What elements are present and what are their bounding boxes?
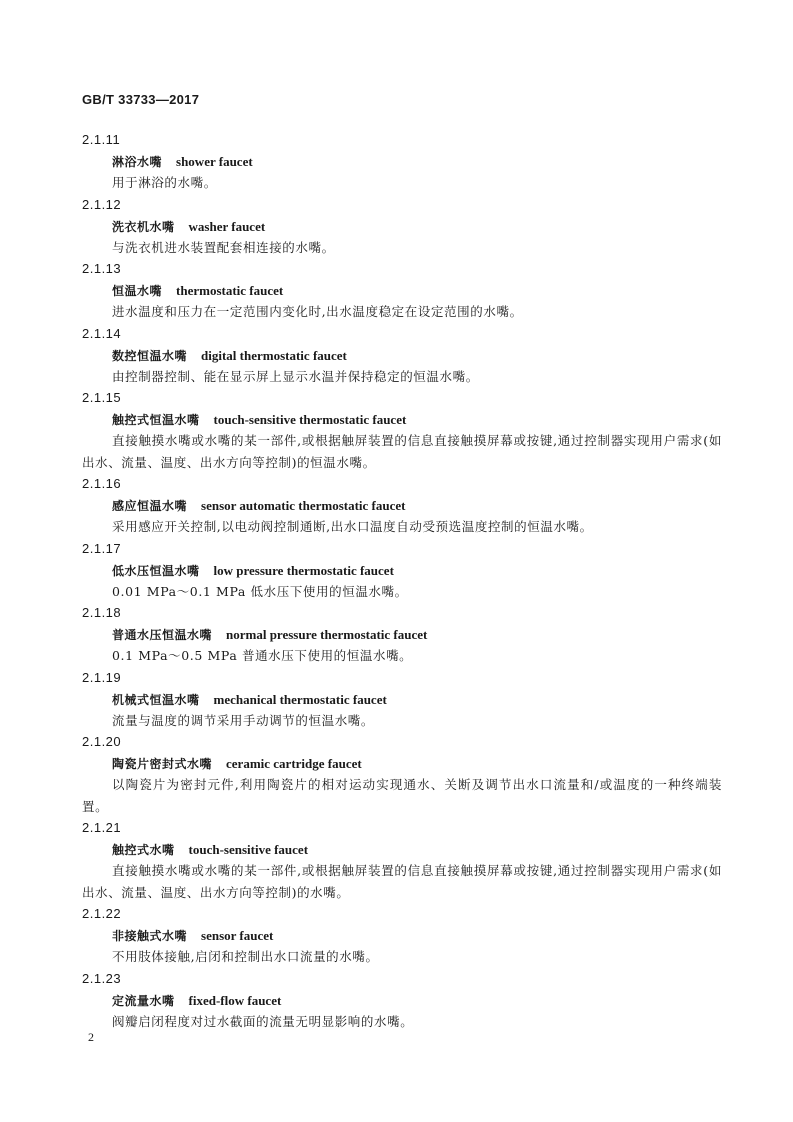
term-definition: 用于淋浴的水嘴。 bbox=[112, 175, 217, 190]
term-chinese: 淋浴水嘴 bbox=[112, 155, 163, 169]
term-number: 2.1.23 bbox=[82, 970, 122, 986]
term-english: fixed-flow faucet bbox=[188, 992, 282, 1008]
term-chinese: 定流量水嘴 bbox=[112, 993, 175, 1008]
term-definition: 直接触摸水嘴或水嘴的某一部件,或根据触屏装置的信息直接触摸屏幕或按键,通过控制器实现用户需求(如出水、流量、温度、出水方向等控制)的水嘴。 bbox=[82, 863, 722, 900]
term-definition: 由控制器控制、能在显示屏上显示水温并保持稳定的恒温水嘴。 bbox=[112, 368, 479, 384]
term-english: thermostatic faucet bbox=[176, 283, 284, 298]
term-number: 2.1.18 bbox=[82, 605, 122, 620]
term-heading bbox=[112, 839, 722, 860]
term-english: mechanical thermostatic faucet bbox=[213, 691, 387, 707]
term-number: 2.1.17 bbox=[82, 540, 122, 556]
term-heading bbox=[112, 753, 722, 774]
term-chinese: 恒温水嘴 bbox=[112, 284, 163, 298]
term-chinese: 普通水压恒温水嘴 bbox=[112, 628, 213, 642]
term-entry bbox=[82, 473, 722, 538]
term-english: washer faucet bbox=[188, 218, 266, 234]
term-chinese: 陶瓷片密封式水嘴 bbox=[112, 757, 213, 771]
term-definition: 进水温度和压力在一定范围内变化时,出水温度稳定在设定范围的水嘴。 bbox=[112, 304, 523, 319]
term-english: low pressure thermostatic faucet bbox=[213, 562, 394, 578]
term-entry bbox=[82, 667, 722, 732]
term-definition: 直接触摸水嘴或水嘴的某一部件,或根据触屏装置的信息直接触摸屏幕或按键,通过控制器实现用户需求(如出水、流量、温度、出水方向等控制)的恒温水嘴。 bbox=[82, 433, 722, 470]
term-heading bbox=[112, 345, 722, 366]
term-number: 2.1.20 bbox=[82, 734, 122, 749]
term-heading bbox=[112, 925, 722, 946]
term-entry bbox=[82, 387, 722, 473]
term-heading bbox=[112, 216, 722, 237]
document-header: GB/T 33733—2017 bbox=[82, 92, 200, 107]
term-chinese: 非接触式水嘴 bbox=[112, 929, 188, 943]
term-entry bbox=[82, 129, 722, 194]
term-definition: 不用肢体接触,启闭和控制出水口流量的水嘴。 bbox=[112, 949, 379, 964]
term-definition: 0.01 MPa～0.1 MPa 低水压下使用的恒温水嘴。 bbox=[112, 583, 408, 599]
term-definition: 0.1 MPa～0.5 MPa 普通水压下使用的恒温水嘴。 bbox=[112, 648, 413, 663]
term-entry bbox=[82, 538, 722, 603]
term-english: ceramic cartridge faucet bbox=[226, 756, 362, 771]
term-definition: 采用感应开关控制,以电动阀控制通断,出水口温度自动受预选温度控制的恒温水嘴。 bbox=[112, 519, 593, 534]
term-chinese: 机械式恒温水嘴 bbox=[112, 692, 200, 707]
terms-list bbox=[82, 129, 722, 1032]
term-english: shower faucet bbox=[176, 154, 253, 169]
term-entry bbox=[82, 731, 722, 817]
term-english: touch-sensitive faucet bbox=[188, 842, 309, 857]
term-entry bbox=[82, 602, 722, 667]
term-chinese: 低水压恒温水嘴 bbox=[112, 563, 200, 578]
term-heading bbox=[112, 495, 722, 516]
term-number: 2.1.13 bbox=[82, 261, 122, 276]
term-number: 2.1.14 bbox=[82, 325, 122, 341]
term-english: touch-sensitive thermostatic faucet bbox=[213, 412, 407, 427]
term-entry bbox=[82, 258, 722, 323]
term-chinese: 数控恒温水嘴 bbox=[112, 348, 188, 363]
term-heading bbox=[112, 624, 722, 645]
term-english: sensor automatic thermostatic faucet bbox=[201, 498, 406, 513]
term-entry bbox=[82, 968, 722, 1033]
term-english: normal pressure thermostatic faucet bbox=[226, 627, 428, 642]
term-english: sensor faucet bbox=[201, 928, 274, 943]
term-number: 2.1.11 bbox=[82, 132, 121, 147]
term-definition: 与洗衣机进水装置配套相连接的水嘴。 bbox=[112, 239, 335, 255]
term-chinese: 感应恒温水嘴 bbox=[112, 499, 188, 513]
term-entry bbox=[82, 194, 722, 259]
term-chinese: 洗衣机水嘴 bbox=[112, 219, 175, 234]
term-heading bbox=[112, 151, 722, 172]
term-number: 2.1.16 bbox=[82, 476, 122, 491]
term-heading bbox=[112, 560, 722, 581]
term-heading bbox=[112, 409, 722, 430]
term-entry bbox=[82, 903, 722, 968]
term-entry bbox=[82, 817, 722, 903]
term-number: 2.1.22 bbox=[82, 906, 122, 921]
term-number: 2.1.15 bbox=[82, 390, 122, 405]
term-entry bbox=[82, 323, 722, 388]
term-heading bbox=[112, 689, 722, 710]
term-number: 2.1.12 bbox=[82, 196, 122, 212]
term-chinese: 触控式恒温水嘴 bbox=[112, 413, 200, 427]
term-english: digital thermostatic faucet bbox=[201, 347, 347, 363]
term-chinese: 触控式水嘴 bbox=[112, 843, 175, 857]
page-number: 2 bbox=[88, 1030, 94, 1044]
term-definition: 以陶瓷片为密封元件,利用陶瓷片的相对运动实现通水、关断及调节出水口流量和/或温度的一种终端装置。 bbox=[82, 777, 722, 814]
term-heading bbox=[112, 990, 722, 1011]
term-definition: 流量与温度的调节采用手动调节的恒温水嘴。 bbox=[112, 712, 375, 728]
term-definition: 阀瓣启闭程度对过水截面的流量无明显影响的水嘴。 bbox=[112, 1013, 414, 1029]
term-number: 2.1.19 bbox=[82, 669, 122, 685]
term-heading bbox=[112, 280, 722, 301]
term-number: 2.1.21 bbox=[82, 820, 122, 835]
